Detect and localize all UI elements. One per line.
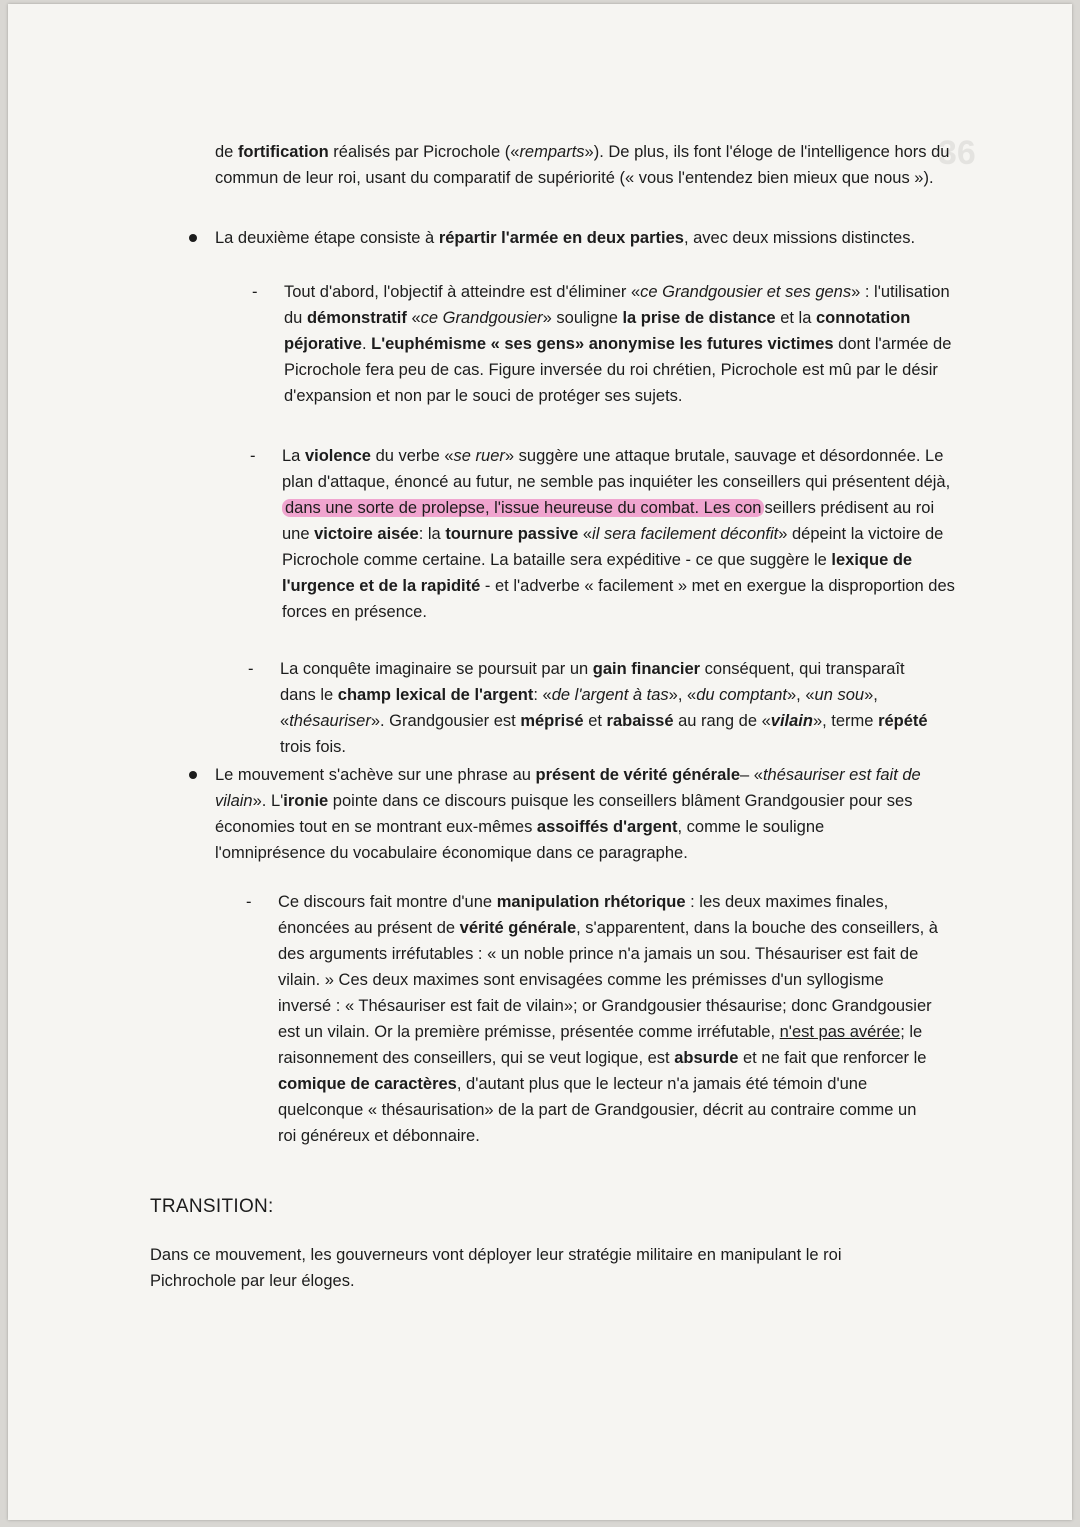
transition-heading: TRANSITION: xyxy=(150,1196,274,1217)
transition-paragraph: Dans ce mouvement, les gouverneurs vont déployer leur stratégie militaire en manipulant le roi Pichrochole par leur éloges. xyxy=(150,1246,842,1290)
bullet-dot xyxy=(189,234,197,242)
dash-3-text: La conquête imaginaire se poursuit par un gain financier conséquent, qui transparaît dans le champ lexical de l'argent: «de l'argent à tas», «du comptant», «un sou», «thésauriser». Grandgousier est méprisé et rabaissé au rang de «vilain», terme répété trois fois. xyxy=(280,660,928,756)
bullet-1-text: La deuxième étape consiste à répartir l'armée en deux parties, avec deux missions distinctes. xyxy=(215,229,916,247)
dash-mark: - xyxy=(250,447,256,465)
dash-1-text: Tout d'abord, l'objectif à atteindre est d'éliminer «ce Grandgousier et ses gens» : l'utilisation du démonstratif «ce Grandgousier» souligne la prise de distance et la connotation péjorative. L'euphémisme « ses gens» anonymise les futures victimes dont l'armée de Picrochole fera peu de cas. Figure inversée du roi chrétien, Picrochole est mû par le désir d'expansion et non par le souci de protéger ses sujets. xyxy=(284,283,952,405)
dash-item-3 xyxy=(248,656,940,760)
dash-item-4 xyxy=(246,889,938,1149)
document-page xyxy=(8,4,1072,1520)
dash-mark: - xyxy=(252,283,258,301)
bullet-item-2 xyxy=(215,762,930,866)
dash-4-text: Ce discours fait montre d'une manipulation rhétorique : les deux maximes finales, énoncées au présent de vérité générale, s'apparentent, dans la bouche des conseillers, à des arguments irréfutables : « un noble prince n'a jamais un sou. Thésauriser est fait de vilain. » Ces deux maximes sont envisagées comme les prémisses d'un syllogisme inversé : « Thésauriser est fait de vilain»; or Grandgousier thésaurise; donc Grandgousier est un vilain. Or la première prémisse, présentée comme irréfutable, n'est pas avérée; le raisonnement des conseillers, qui se veut logique, est absurde et ne fait que renforcer le comique de caractères, d'autant plus que le lecteur n'a jamais été témoin d'une quelconque « thésaurisation» de la part de Grandgousier, décrit au contraire comme un roi généreux et débonnaire. xyxy=(278,893,938,1145)
dash-2-text: La violence du verbe «se ruer» suggère une attaque brutale, sauvage et désordonnée. Le plan d'attaque, énoncé au futur, ne semble pas inquiéter les conseillers qui présentent déjà, dans une sorte de prolepse, l'issue heureuse du combat. Les con seillers prédisent au roi une victoire aisée: la tournure passive «il sera facilement déconfit» dépeint la victoire de Picrochole comme certaine. La bataille sera expéditive - ce que suggère le lexique de l'urgence et de la rapidité - et l'adverbe « facilement » met en exergue la disproportion des forces en présence. xyxy=(282,447,955,621)
pink-highlight: dans une sorte de prolepse, l'issue heureuse du combat. Les con xyxy=(282,499,764,517)
bullet-dot xyxy=(189,771,197,779)
dash-mark: - xyxy=(248,660,254,678)
dash-mark: - xyxy=(246,893,252,911)
bullet-2-text: Le mouvement s'achève sur une phrase au présent de vérité générale– «thésauriser est fait de vilain». L'ironie pointe dans ce discours puisque les conseillers blâment Grandgousier pour ses économies tout en se montrant eux-mêmes assoiffés d'argent, comme le souligne l'omniprésence du vocabulaire économique dans ce paragraphe. xyxy=(215,766,921,862)
intro-paragraph: de fortification réalisés par Picrochole («remparts»). De plus, ils font l'éloge de l'intelligence hors du commun de leur roi, usant du comparatif de supériorité (« vous l'entendez bien mieux que nous »). xyxy=(215,143,950,187)
bleed-through-mark: 36 xyxy=(938,134,976,172)
dash-item-1 xyxy=(252,279,954,409)
dash-item-2 xyxy=(250,443,957,625)
bullet-item-1 xyxy=(215,225,970,251)
